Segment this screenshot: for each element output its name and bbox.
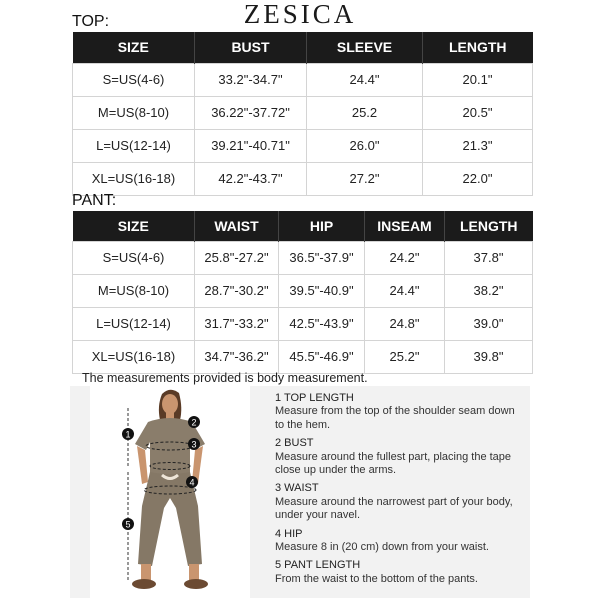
table-cell: 20.5" [423, 96, 533, 129]
table-cell: 36.22"-37.72" [195, 96, 307, 129]
table-cell: 39.8" [445, 340, 533, 373]
top-col-header: SIZE [73, 32, 195, 63]
pant-table-body [73, 241, 533, 373]
table-cell: 42.2"-43.7" [195, 162, 307, 195]
desc-bust [275, 437, 525, 477]
table-cell: M=US(8-10) [73, 274, 195, 307]
left-sandal [132, 579, 156, 589]
table-cell: 31.7"-33.2" [195, 307, 279, 340]
top-table-body [73, 63, 533, 195]
face-shape [162, 394, 178, 414]
table-cell: 37.8" [445, 241, 533, 274]
desc-top-length [275, 392, 525, 432]
pant-section-label: PANT: [72, 192, 117, 209]
pant-col-header: LENGTH [445, 211, 533, 241]
table-cell: 33.2"-34.7" [195, 63, 307, 96]
desc-waist [275, 482, 525, 522]
table-row [73, 63, 533, 96]
table-cell: 42.5"-43.9" [279, 307, 365, 340]
marker-label-4: 4 [189, 477, 195, 488]
table-cell: 38.2" [445, 274, 533, 307]
desc-hip [275, 528, 525, 555]
table-cell: 45.5"-46.9" [279, 340, 365, 373]
table-row [73, 241, 533, 274]
desc-text: From the waist to the bottom of the pants. [275, 572, 478, 585]
table-cell: L=US(12-14) [73, 129, 195, 162]
table-row [73, 307, 533, 340]
pant-col-header: WAIST [195, 211, 279, 241]
top-size-table [72, 32, 533, 196]
pant-col-header: SIZE [73, 211, 195, 241]
table-cell: 36.5"-37.9" [279, 241, 365, 274]
table-cell: 27.2" [307, 162, 423, 195]
left-arm [137, 446, 148, 484]
measurement-note: The measurements provided is body measurement. [82, 371, 368, 385]
desc-title: 4 HIP [275, 527, 303, 540]
table-cell: 21.3" [423, 129, 533, 162]
pant-col-header: INSEAM [365, 211, 445, 241]
table-cell: 26.0" [307, 129, 423, 162]
table-cell: S=US(4-6) [73, 63, 195, 96]
model-illustration [90, 386, 250, 598]
table-cell: M=US(8-10) [73, 96, 195, 129]
right-ankle [189, 564, 199, 580]
marker-label-1: 1 [125, 429, 131, 440]
table-cell: 34.7"-36.2" [195, 340, 279, 373]
table-cell: S=US(4-6) [73, 241, 195, 274]
model-photo [90, 386, 250, 598]
table-cell: 25.2 [307, 96, 423, 129]
pant-header-row [73, 211, 533, 241]
pant-size-table [72, 211, 533, 374]
table-row [73, 162, 533, 195]
desc-title: 1 TOP LENGTH [275, 392, 354, 404]
desc-title: 3 WAIST [275, 482, 319, 495]
neck-shape [166, 412, 174, 419]
desc-title: 5 PANT LENGTH [275, 559, 361, 572]
table-cell: 39.21"-40.71" [195, 129, 307, 162]
table-cell: 39.0" [445, 307, 533, 340]
desc-text: Measure around the fullest part, placing the tape close up under the arms. [275, 450, 512, 477]
top-col-header: BUST [195, 32, 307, 63]
table-cell: 24.8" [365, 307, 445, 340]
table-cell: 24.2" [365, 241, 445, 274]
left-ankle [141, 564, 151, 580]
desc-text: Measure around the narrowest part of your body, under your navel. [275, 495, 513, 522]
measurement-guide [70, 386, 530, 598]
desc-text: Measure 8 in (20 cm) down from your waist. [275, 541, 489, 554]
table-row [73, 129, 533, 162]
top-section-label: TOP: [72, 13, 110, 30]
brand-logo: ZESICA [243, 0, 357, 29]
table-cell: 20.1" [423, 63, 533, 96]
right-sandal [184, 579, 208, 589]
table-cell: 28.7"-30.2" [195, 274, 279, 307]
pant-col-header: HIP [279, 211, 365, 241]
table-cell: 39.5"-40.9" [279, 274, 365, 307]
top-col-header: SLEEVE [307, 32, 423, 63]
marker-label-5: 5 [125, 519, 131, 530]
top-col-header: LENGTH [423, 32, 533, 63]
marker-label-2: 2 [191, 417, 197, 428]
table-cell: L=US(12-14) [73, 307, 195, 340]
top-header-row [73, 32, 533, 63]
marker-label-3: 3 [191, 439, 197, 450]
measurement-descriptions [275, 392, 525, 591]
table-cell: 22.0" [423, 162, 533, 195]
table-row [73, 96, 533, 129]
table-row [73, 340, 533, 373]
table-cell: 25.2" [365, 340, 445, 373]
table-cell: 24.4" [307, 63, 423, 96]
table-cell: 25.8"-27.2" [195, 241, 279, 274]
table-cell: XL=US(16-18) [73, 162, 195, 195]
desc-pant-length [275, 559, 525, 586]
desc-text: Measure from the top of the shoulder seam down to the hem. [275, 405, 515, 431]
table-cell: XL=US(16-18) [73, 340, 195, 373]
table-row [73, 274, 533, 307]
table-cell: 24.4" [365, 274, 445, 307]
desc-title: 2 BUST [275, 437, 314, 450]
